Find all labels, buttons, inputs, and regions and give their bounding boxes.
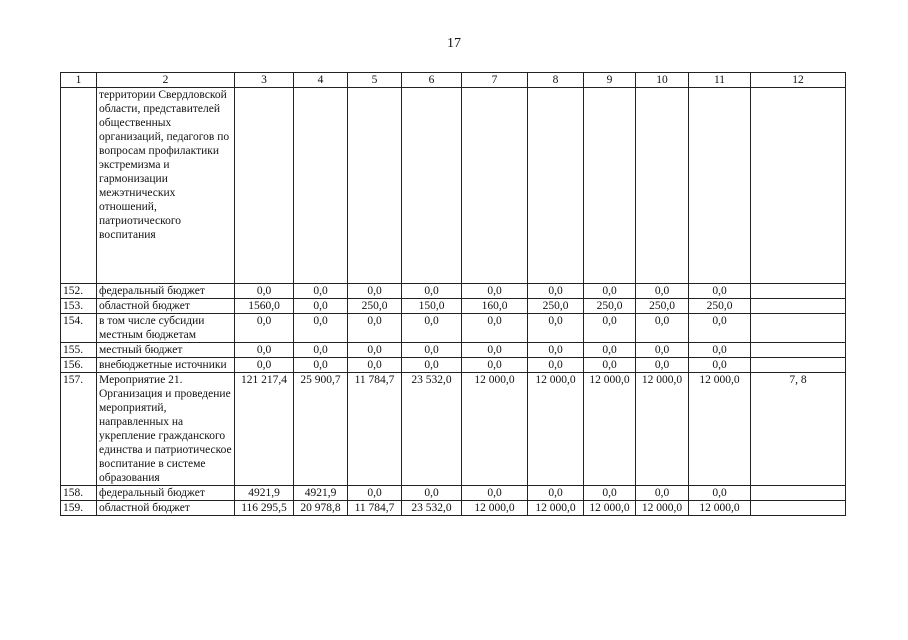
value-cell: 1560,0	[235, 299, 294, 314]
value-cell: 0,0	[636, 343, 689, 358]
target-indicators-cell	[751, 284, 846, 299]
value-cell: 23 532,0	[402, 501, 462, 516]
value-cell: 0,0	[528, 486, 584, 501]
value-cell: 0,0	[636, 314, 689, 343]
row-number: 154.	[61, 314, 97, 343]
value-cell: 0,0	[348, 486, 402, 501]
value-cell: 0,0	[636, 284, 689, 299]
row-label: Мероприятие 21. Организация и проведение мероприятий, направленных на укрепление гражданского единства и патриотическое воспитание в системе образования	[97, 373, 235, 486]
value-cell: 250,0	[584, 299, 636, 314]
value-cell: 23 532,0	[402, 373, 462, 486]
value-cell: 0,0	[528, 314, 584, 343]
value-cell: 0,0	[348, 358, 402, 373]
value-cell: 0,0	[402, 314, 462, 343]
value-cell: 0,0	[294, 299, 348, 314]
row-number: 159.	[61, 501, 97, 516]
value-cell: 0,0	[462, 343, 528, 358]
value-cell: 116 295,5	[235, 501, 294, 516]
value-cell: 0,0	[235, 358, 294, 373]
table-row	[61, 486, 846, 501]
value-cell: 0,0	[402, 343, 462, 358]
table-row	[61, 314, 846, 343]
value-cell: 12 000,0	[462, 501, 528, 516]
page-number: 17	[447, 36, 461, 51]
value-cell: 0,0	[348, 314, 402, 343]
header-cell: 8	[528, 73, 584, 88]
value-cell: 0,0	[348, 343, 402, 358]
row-label: федеральный бюджет	[97, 284, 235, 299]
header-cell: 6	[402, 73, 462, 88]
value-cell: 0,0	[584, 358, 636, 373]
value-cell: 25 900,7	[294, 373, 348, 486]
row-number: 158.	[61, 486, 97, 501]
value-cell: 0,0	[462, 284, 528, 299]
row-number: 157.	[61, 373, 97, 486]
header-row	[61, 73, 846, 88]
value-cell: 150,0	[402, 299, 462, 314]
value-cell: 20 978,8	[294, 501, 348, 516]
target-indicators-cell	[751, 299, 846, 314]
table-row	[61, 501, 846, 516]
target-indicators-cell	[751, 486, 846, 501]
continuation-text: территории Свердловской области, представителей общественных организаций, педагогов по вопросам профилактики экстремизма и гармонизации межэтнических отношений, патриотического воспитания	[97, 88, 235, 284]
row-number: 156.	[61, 358, 97, 373]
value-cell: 0,0	[636, 358, 689, 373]
value-cell: 250,0	[528, 299, 584, 314]
value-cell: 0,0	[294, 358, 348, 373]
value-cell: 0,0	[689, 343, 751, 358]
continuation-row	[61, 88, 846, 284]
row-label: внебюджетные источники	[97, 358, 235, 373]
table-row	[61, 373, 846, 486]
value-cell: 0,0	[636, 486, 689, 501]
target-indicators-cell	[751, 358, 846, 373]
value-cell: 0,0	[235, 314, 294, 343]
header-cell: 5	[348, 73, 402, 88]
value-cell: 12 000,0	[528, 501, 584, 516]
row-label: областной бюджет	[97, 299, 235, 314]
row-label: федеральный бюджет	[97, 486, 235, 501]
table-row	[61, 284, 846, 299]
target-indicators-cell	[751, 343, 846, 358]
row-number: 153.	[61, 299, 97, 314]
value-cell: 0,0	[402, 358, 462, 373]
value-cell: 0,0	[348, 284, 402, 299]
value-cell: 4921,9	[235, 486, 294, 501]
value-cell: 0,0	[528, 343, 584, 358]
budget-table	[60, 72, 846, 516]
header-cell: 11	[689, 73, 751, 88]
row-label: областной бюджет	[97, 501, 235, 516]
value-cell: 12 000,0	[689, 373, 751, 486]
value-cell: 160,0	[462, 299, 528, 314]
value-cell: 0,0	[584, 314, 636, 343]
value-cell: 11 784,7	[348, 501, 402, 516]
value-cell: 12 000,0	[689, 501, 751, 516]
header-cell: 2	[97, 73, 235, 88]
value-cell: 12 000,0	[528, 373, 584, 486]
table-row	[61, 343, 846, 358]
value-cell: 0,0	[402, 284, 462, 299]
value-cell: 0,0	[235, 284, 294, 299]
value-cell: 0,0	[235, 343, 294, 358]
value-cell: 0,0	[528, 358, 584, 373]
value-cell: 0,0	[689, 358, 751, 373]
header-cell: 1	[61, 73, 97, 88]
value-cell: 250,0	[689, 299, 751, 314]
header-cell: 10	[636, 73, 689, 88]
header-cell: 4	[294, 73, 348, 88]
row-number-cell	[61, 88, 97, 284]
row-label: в том числе субсидии местным бюджетам	[97, 314, 235, 343]
value-cell: 121 217,4	[235, 373, 294, 486]
table-row	[61, 358, 846, 373]
target-indicators-cell	[751, 314, 846, 343]
header-cell: 3	[235, 73, 294, 88]
value-cell: 0,0	[294, 284, 348, 299]
value-cell: 0,0	[462, 314, 528, 343]
value-cell: 0,0	[584, 343, 636, 358]
value-cell: 12 000,0	[462, 373, 528, 486]
row-label: местный бюджет	[97, 343, 235, 358]
value-cell: 0,0	[528, 284, 584, 299]
value-cell: 0,0	[584, 284, 636, 299]
value-cell: 250,0	[636, 299, 689, 314]
value-cell: 0,0	[689, 314, 751, 343]
table-row	[61, 299, 846, 314]
value-cell: 0,0	[689, 486, 751, 501]
value-cell: 12 000,0	[584, 373, 636, 486]
value-cell: 0,0	[584, 486, 636, 501]
header-cell: 7	[462, 73, 528, 88]
row-number: 155.	[61, 343, 97, 358]
target-indicators-cell: 7, 8	[751, 373, 846, 486]
row-number: 152.	[61, 284, 97, 299]
value-cell: 0,0	[294, 343, 348, 358]
value-cell: 0,0	[294, 314, 348, 343]
header-cell: 12	[751, 73, 846, 88]
value-cell: 0,0	[689, 284, 751, 299]
value-cell: 0,0	[462, 486, 528, 501]
value-cell: 0,0	[462, 358, 528, 373]
value-cell: 0,0	[402, 486, 462, 501]
target-indicators-cell	[751, 501, 846, 516]
value-cell: 4921,9	[294, 486, 348, 501]
value-cell: 12 000,0	[636, 501, 689, 516]
header-cell: 9	[584, 73, 636, 88]
value-cell: 250,0	[348, 299, 402, 314]
value-cell: 11 784,7	[348, 373, 402, 486]
value-cell: 12 000,0	[636, 373, 689, 486]
value-cell: 12 000,0	[584, 501, 636, 516]
